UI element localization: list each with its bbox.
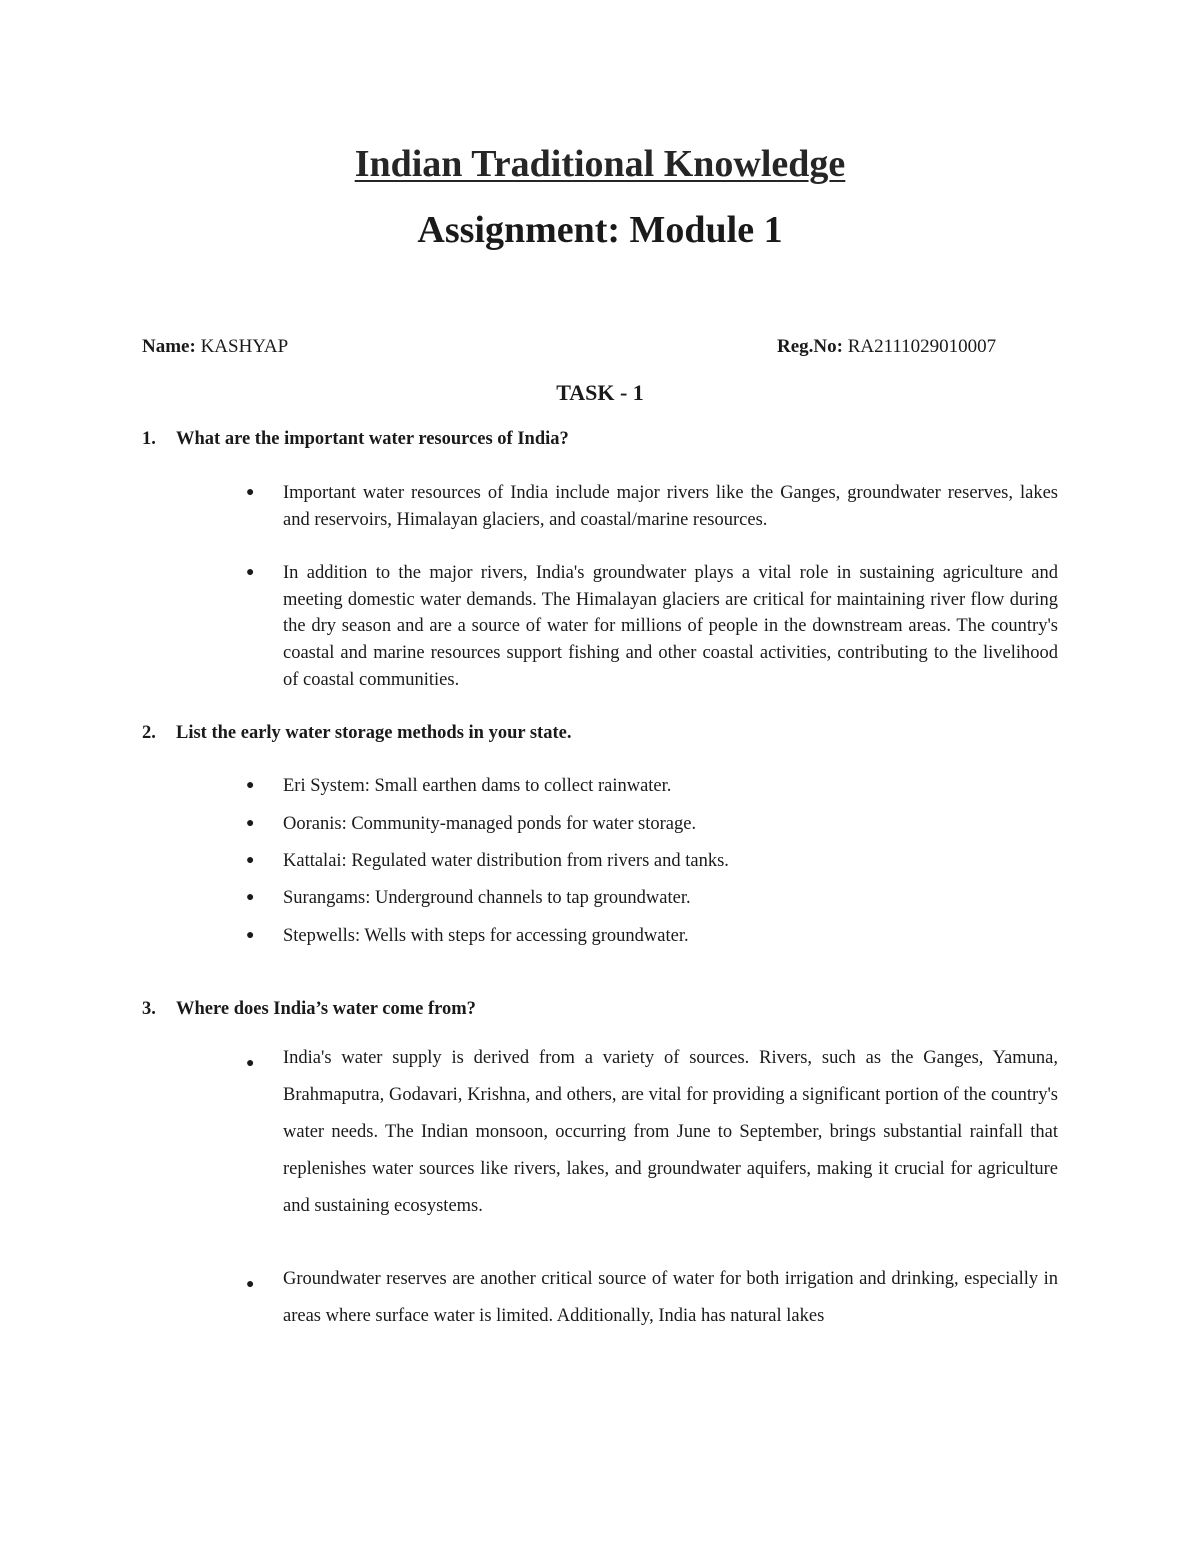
list-item (246, 923, 689, 949)
bullet-icon: ● (246, 485, 255, 500)
answer-paragraph (246, 1261, 1058, 1335)
bullet-icon: ● (246, 928, 255, 943)
bullet-icon: ● (246, 565, 255, 580)
question-number: 2. (142, 723, 156, 743)
answer-paragraph (246, 1040, 1058, 1225)
student-name (142, 334, 288, 360)
list-item-text: Eri System: Small earthen dams to collect rainwater. (283, 776, 672, 796)
question-number: 1. (142, 429, 156, 449)
task-heading: TASK - 1 (556, 380, 644, 405)
bullet-icon: ● (246, 778, 255, 793)
reg-value: RA2111029010007 (847, 336, 997, 357)
name-value: KASHYAP (200, 336, 289, 357)
answer-paragraph (246, 480, 1058, 533)
registration-number (777, 334, 996, 360)
answer-text: In addition to the major rivers, India's groundwater plays a vital role in sustaining agriculture and meeting domestic water demands. The Himalayan glaciers are critical for maintaining river flow during the dry season and are a source of water for millions of people in the downstream areas. The country's coastal and marine resources support fishing and other coastal activities, contributing to the livelihood of coastal communities. (283, 563, 1058, 690)
list-item (246, 848, 729, 874)
bullet-icon: ● (246, 816, 255, 831)
question-text: What are the important water resources of India? (176, 429, 569, 449)
list-item (246, 773, 672, 799)
bullet-icon: ● (246, 1056, 255, 1071)
question-number: 3. (142, 999, 156, 1019)
question-text: Where does India’s water come from? (176, 999, 476, 1019)
list-item-text: Surangams: Underground channels to tap groundwater. (283, 888, 691, 908)
list-item-text: Stepwells: Wells with steps for accessing groundwater. (283, 926, 689, 946)
answer-text: Important water resources of India include major rivers like the Ganges, groundwater reserves, lakes and reservoirs, Himalayan glaciers, and coastal/marine resources. (283, 483, 1058, 530)
question-1 (142, 426, 569, 452)
reg-label: Reg.No: (777, 336, 843, 357)
question-3 (142, 996, 476, 1022)
list-item (246, 885, 691, 911)
document-title: Indian Traditional Knowledge (354, 143, 846, 185)
answer-text: Groundwater reserves are another critical source of water for both irrigation and drinking, especially in areas where surface water is limited. Additionally, India has natural lakes (283, 1269, 1058, 1326)
bullet-icon: ● (246, 853, 255, 868)
name-label: Name: (142, 336, 196, 357)
answer-text: India's water supply is derived from a variety of sources. Rivers, such as the Ganges, Yamuna, Brahmaputra, Godavari, Krishna, and others, are vital for providing a significant portion of the country's water needs. The Indian monsoon, occurring from June to September, brings substantial rainfall that replenishes water sources like rivers, lakes, and groundwater aquifers, making it crucial for agriculture and sustaining ecosystems. (283, 1048, 1058, 1216)
bullet-icon: ● (246, 890, 255, 905)
question-2 (142, 720, 571, 746)
list-item-text: Kattalai: Regulated water distribution from rivers and tanks. (283, 851, 729, 871)
list-item-text: Ooranis: Community-managed ponds for water storage. (283, 814, 697, 834)
bullet-icon: ● (246, 1277, 255, 1292)
answer-paragraph (246, 560, 1058, 694)
list-item (246, 811, 697, 837)
document-subtitle: Assignment: Module 1 (417, 209, 783, 251)
question-text: List the early water storage methods in your state. (176, 723, 572, 743)
